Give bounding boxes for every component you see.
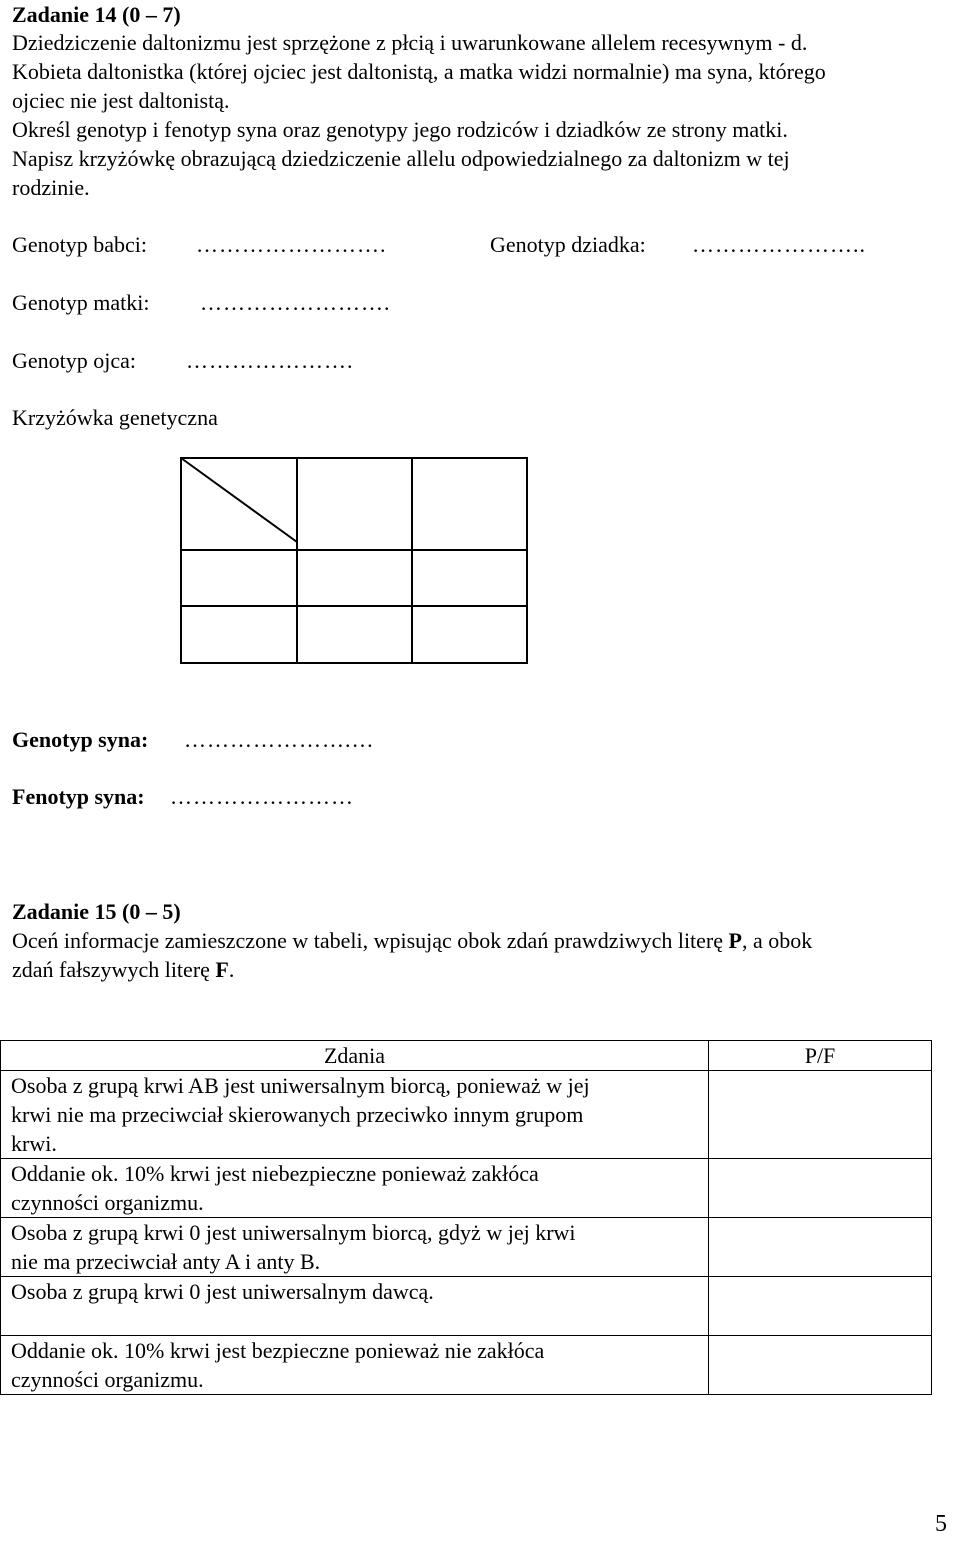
- mother-genotype-label: Genotyp matki:: [12, 290, 150, 315]
- table-row: [1, 1218, 932, 1277]
- task15-title: Zadanie 15 (0 – 5): [12, 899, 181, 924]
- task14-title: Zadanie 14 (0 – 7): [12, 2, 181, 27]
- mother-genotype-blank[interactable]: …………………….: [200, 290, 391, 315]
- task14-text-line: Dziedziczenie daltonizmu jest sprzężone z płcią i uwarunkowane allelem recesywnym - d.: [12, 30, 808, 55]
- task14-text-line: Określ genotyp i fenotyp syna oraz genotypy jego rodziców i dziadków ze strony matki.: [12, 117, 788, 142]
- task15-instruction-line1: Oceń informacje zamieszczone w tabeli, wpisując obok zdań prawdziwych literę P, a obok: [12, 928, 813, 953]
- true-false-table: [0, 1040, 932, 1395]
- pf-answer-cell[interactable]: [709, 1336, 932, 1395]
- cross-heading: Krzyżówka genetyczna: [12, 405, 218, 430]
- pf-answer-cell[interactable]: [709, 1218, 932, 1277]
- task14-text-line: Kobieta daltonistka (której ojciec jest daltonistą, a matka widzi normalnie) ma syna, którego: [12, 59, 826, 84]
- table-row: [1, 1159, 932, 1218]
- son-phenotype-label: Fenotyp syna:: [12, 784, 145, 809]
- grandfather-genotype-label: Genotyp dziadka:: [490, 232, 646, 257]
- son-genotype-blank[interactable]: ………………….…: [184, 727, 375, 752]
- task14-text-line: ojciec nie jest daltonistą.: [12, 88, 230, 113]
- pf-answer-cell[interactable]: [709, 1071, 932, 1159]
- table-row: [1, 1071, 932, 1159]
- pf-header: P/F: [709, 1041, 932, 1071]
- statement-cell: Osoba z grupą krwi 0 jest uniwersalnym biorcą, gdyż w jej krwi nie ma przeciwciał anty A i anty B.: [1, 1218, 709, 1277]
- grandmother-genotype-blank[interactable]: …………………….: [196, 232, 387, 257]
- table-row: [1, 1277, 932, 1336]
- task14-text-line: rodzinie.: [12, 175, 90, 200]
- father-genotype-blank[interactable]: ………………….: [186, 348, 354, 373]
- grandfather-genotype-blank[interactable]: …………………..: [692, 232, 866, 257]
- statement-cell: Oddanie ok. 10% krwi jest bezpieczne ponieważ nie zakłóca czynności organizmu.: [1, 1336, 709, 1395]
- son-genotype-label: Genotyp syna:: [12, 727, 149, 752]
- task15-instruction-line2: zdań fałszywych literę F.: [12, 957, 235, 982]
- statements-header: Zdania: [1, 1041, 709, 1071]
- punnett-corner-diagonal: [181, 458, 297, 542]
- father-genotype-label: Genotyp ojca:: [12, 348, 137, 373]
- statement-cell: Osoba z grupą krwi AB jest uniwersalnym biorcą, ponieważ w jej krwi nie ma przeciwciał skierowanych przeciwko innym grupom krwi.: [1, 1071, 709, 1159]
- son-phenotype-blank[interactable]: ……………………: [170, 784, 354, 809]
- statement-cell: Osoba z grupą krwi 0 jest uniwersalnym dawcą.: [1, 1277, 709, 1336]
- table-header-row: [1, 1041, 932, 1071]
- statement-cell: Oddanie ok. 10% krwi jest niebezpieczne ponieważ zakłóca czynności organizmu.: [1, 1159, 709, 1218]
- table-row: [1, 1336, 932, 1395]
- pf-answer-cell[interactable]: [709, 1159, 932, 1218]
- punnett-square: [180, 457, 528, 664]
- grandmother-genotype-label: Genotyp babci:: [12, 232, 148, 257]
- punnett-outline: [181, 458, 527, 663]
- page-number: 5: [935, 1511, 947, 1537]
- task14-text-line: Napisz krzyżówkę obrazującą dziedziczenie allelu odpowiedzialnego za daltonizm w tej: [12, 146, 790, 171]
- pf-answer-cell[interactable]: [709, 1277, 932, 1336]
